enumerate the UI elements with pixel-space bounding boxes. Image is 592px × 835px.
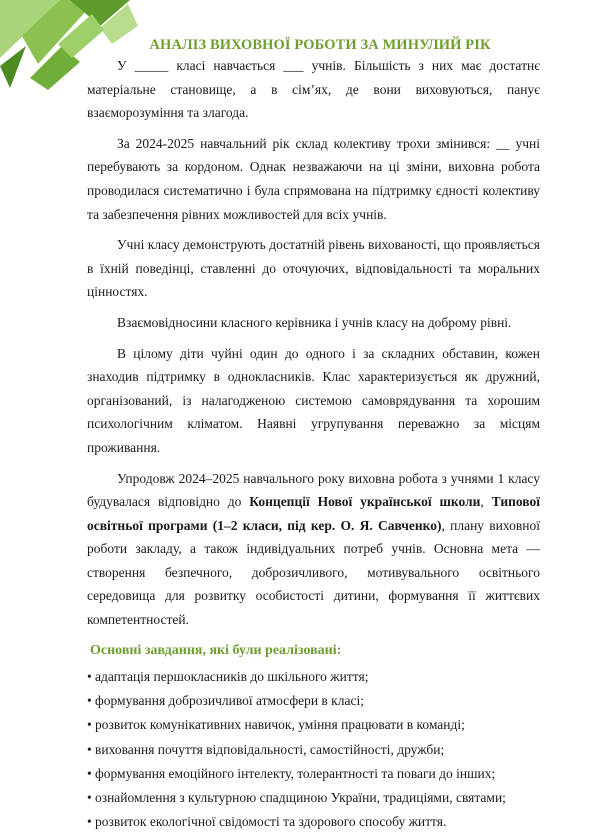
bullet-icon: •: [87, 717, 92, 733]
tasks-heading: Основні завдання, які були реалізовані:: [90, 642, 342, 658]
bullet-icon: •: [87, 814, 92, 830]
list-item: • формування доброзичливої атмосфери в класі;: [87, 689, 540, 713]
list-item: • ознайомлення з культурною спадщиною України, традиціями, святами;: [87, 786, 540, 810]
bullet-icon: •: [87, 765, 92, 781]
plan-text-part3: , плану виховної роботи закладу, а також індивідуальних потреб учнів. Основна мета — створення безпечного, доброзичливого, мотивувального освітнього середовища для розвитку особистості дитини, формування її життєвих компетентностей.: [87, 517, 540, 628]
paragraph-upbringing-level: Учні класу демонструють достатній рівень вихованості, що проявляється в їхній поведінці, ставленні до оточуючих, відповідальності та моральних цінностях.: [87, 237, 540, 300]
bullet-icon: •: [87, 790, 92, 806]
plan-text-part2: ,: [480, 494, 492, 510]
bullet-icon: •: [87, 741, 92, 757]
list-item: • адаптація першокласників до шкільного життя;: [87, 665, 540, 689]
paragraph-collective-changes: За 2024-2025 навчальний рік склад колективу трохи змінився: __ учні перебувають за кордоном. Однак незважаючи на ці зміни, виховна робота проводилася систематично і була спрямована на підтримку єдності колективу та забезпечення рівних можливостей для всіх учнів.: [87, 135, 540, 222]
paragraph-relations: Взаємовідносини класного керівника і учнів класу на доброму рівні.: [117, 314, 512, 330]
page-title: АНАЛІЗ ВИХОВНОЇ РОБОТИ ЗА МИНУЛИЙ РІК: [149, 37, 491, 53]
tasks-list: [87, 665, 540, 835]
list-item: • виховання почуття відповідальності, самостійності, дружби;: [87, 738, 540, 762]
document-body: [87, 54, 540, 835]
paragraph-class-climate: В цілому діти чуйні один до одного і за складних обставин, кожен знаходив підтримку в однокласників. Клас характеризується як дружний, організований, із налагодженою системою самоврядування та хорошим психологічним кліматом. Наявні угрупування переважно за місцям проживання.: [87, 345, 540, 455]
paragraph-class-composition: У _____ класі навчається ___ учнів. Більшість з них має достатнє матеріальне становище, а в сім’ях, де вони виховуються, панує взаєморозуміння та злагода.: [87, 58, 540, 121]
paragraph-work-plan: [87, 467, 540, 632]
list-item: • формування емоційного інтелекту, толерантності та поваги до інших;: [87, 762, 540, 786]
plan-text-part1: Упродовж 2024–2025 навчального року виховна робота з учнями 1 класу будувалася відповідно до: [87, 470, 540, 510]
list-item: • розвиток екологічної свідомості та здорового способу життя.: [87, 810, 540, 834]
bullet-icon: •: [87, 692, 92, 708]
plan-typical-program: Типової освітньої програми (1–2 класи, під кер. О. Я. Савченко): [87, 494, 541, 533]
list-item: • розвиток комунікативних навичок, уміння працювати в команді;: [87, 713, 540, 737]
bullet-icon: •: [87, 668, 92, 684]
plan-concept-nus: Концепції Нової української школи: [249, 494, 481, 510]
